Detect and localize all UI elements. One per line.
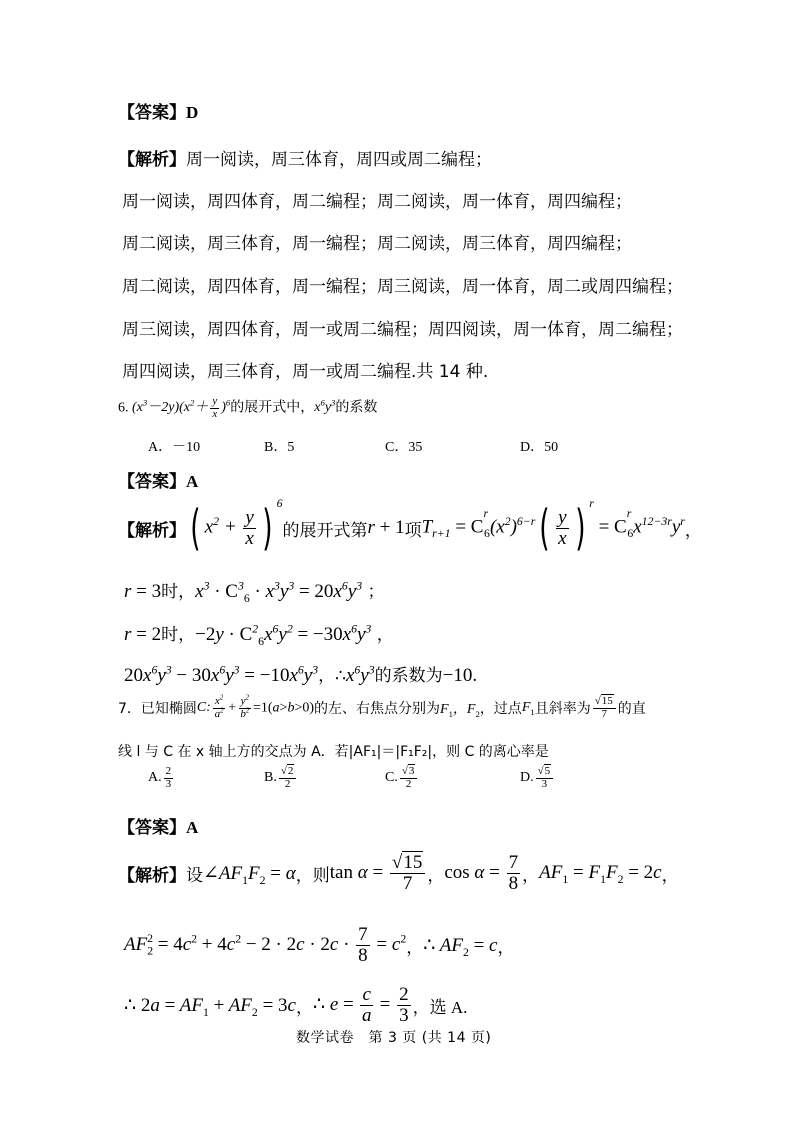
q5-analysis-line-3: 周二阅读，周三体育，周一编程；周二阅读，周三体育，周四编程； (122, 234, 632, 254)
q7-analysis-line-3: ∴ $2a = AF_1 + AF_2 = 3c$ ， ∴ e = $\frac{c}{a}$ = $\frac{2}{3}$ ，选 A. (124, 984, 468, 1026)
q7-option-a: A. $\frac{2}{3}$ (148, 765, 172, 790)
q7-option-d: D. $\frac{√5}{3}$ (520, 766, 555, 790)
answer-value: D (186, 103, 199, 122)
q5-analysis-line-4: 周二阅读，周四体育，周一编程；周三阅读，周一体育，周二或周四编程； (122, 277, 683, 297)
q6-analysis-r2: r = 2时，$-2y \cdot C^2_6x^6y^2 = -30x^6y^3$ ， (124, 622, 394, 648)
q6-analysis-r3: r = 3时，$x^3 \cdot C^3_6 \cdot x^3y^3 = 20x^6y^3$ ； (124, 579, 385, 605)
q5-analysis-line-6: 周四阅读，周三体育，周一或周二编程.共 14 种. (122, 362, 489, 382)
q5-answer (118, 98, 198, 123)
q6-stem: 6. $(x^3-2y)(x^2+$ $\frac{y}{x}$ )$^6$的展开式中，$x^6y^3$的系数 (118, 395, 378, 420)
q6-answer: 【答案】A (118, 472, 199, 492)
q7-analysis-line-1: 【解析】 设 $\angle AF_1F_2 = \alpha$ ，则 tan α = $\frac{√15}{7}$ ， cos α = $\frac{7}{8}$ ， $AF_1 = F_1F_2 = 2c$ ， (118, 852, 679, 894)
q5-analysis-line-2: 周一阅读，周四体育，周二编程；周二阅读，周一体育，周四编程； (122, 192, 632, 212)
binomial-expression: ( $x^2$ + $\frac{y}{x}$ ) $^6$ (190, 497, 283, 556)
q7-option-b: B. $\frac{√2}{2}$ (264, 766, 298, 790)
q7-answer: 【答案】A (118, 818, 199, 838)
q5-analysis-line-1: 【解析】周一阅读，周三体育，周四或周二编程； (118, 150, 492, 170)
q6-option-c: C．35 (385, 440, 423, 455)
analysis-label: 【解析】 (118, 150, 186, 170)
q6-analysis-conclusion: $20x^6y^3 - 30x^6y^3 = -10x^6y^3$，$\therefore x^6y^3$的系数为−10. (124, 663, 478, 686)
general-term: $T_{r+1} = C^r_6(x^2)^{6-r}$( $\frac{y}{x}$ ) $^r = C^r_6x^{12-3r}y^r$ (421, 497, 685, 556)
q6-option-b: B．5 (264, 440, 295, 455)
q6-option-d: D．50 (520, 440, 559, 455)
page-footer: 数学试卷 第 3 页 (共 14 页) (296, 1030, 492, 1046)
q7-option-c: C. $\frac{√3}{2}$ (385, 766, 419, 790)
q7-analysis-line-2: $AF_2^2 = 4c^2 + 4c^2 - 2 \cdot 2c \cdot 2c$ · $\frac{7}{8}$ = $c^2$ ， ∴ $AF_2 = c$ ， (124, 924, 515, 966)
q7-stem-line-1: 7．已知椭圆 C: $\frac{x^2}{a^2}$ + $\frac{y^2}{b^2}$ =1(a>b>0) 的左、右焦点分别为 $F_1$，$F_2$ ，过点 $F_1$ 且斜率为 $\frac{√15}{7}$ 的直 (118, 694, 646, 720)
q6-expression: $(x^3-2y)(x^2+$ $\frac{y}{x}$ )$^6$ (132, 395, 231, 420)
q6-analysis-line-1: 【解析】 ( $x^2$ + $\frac{y}{x}$ ) $^6$ 的展开式第 r + 1 项 $T_{r+1} = C^r_6(x^2)^{6-r}$( $\frac{y}{x}$ ) $^r = C^r_6x^{12-3r}y^r$ ， (118, 497, 702, 556)
answer-label: 【答案】 (118, 103, 186, 123)
q6-option-a: A．－10 (148, 440, 201, 455)
q7-stem-line-2: 线 l 与 C 在 x 轴上方的交点为 A．若|AF₁|＝|F₁F₂|，则 C 的离心率是 (118, 744, 549, 760)
q5-analysis-line-5: 周三阅读，周四体育，周一或周二编程；周四阅读，周一体育，周二编程； (122, 320, 683, 340)
